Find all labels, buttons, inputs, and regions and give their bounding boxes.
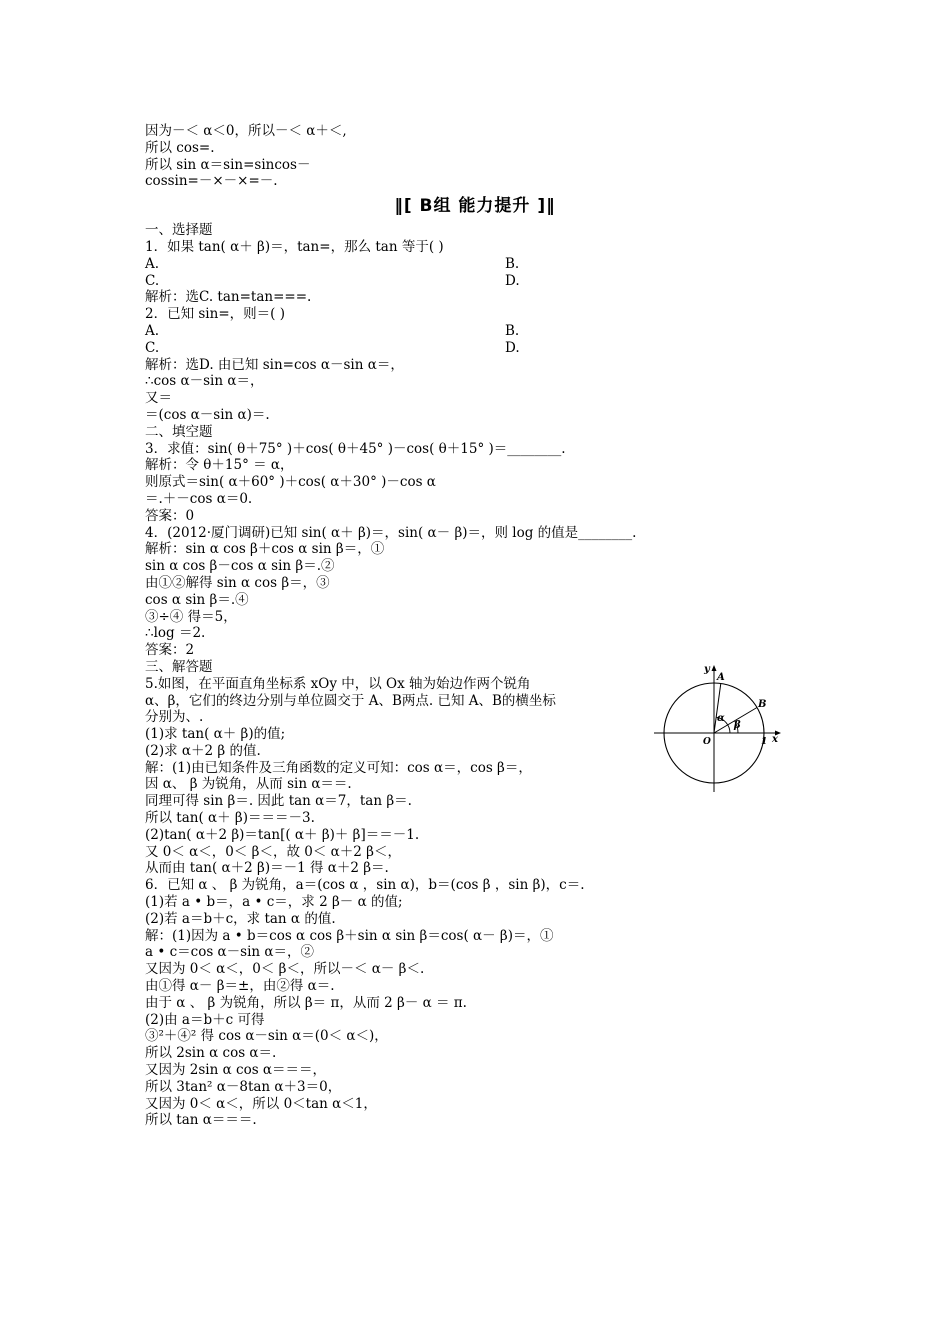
text-line: (2)tan( α＋2 β)＝tan[( α＋ β)＋ β]＝＝－1. [145,826,420,843]
text-line: 又＝ [145,390,172,407]
text-line: 所以 tan( α＋ β)＝＝＝－3. [145,810,315,827]
origin-label: O [703,737,711,747]
unit-circle-figure [650,660,785,795]
option-row [145,273,825,290]
text-line: 4．(2012·厦门调研)已知 sin( α＋ β)＝，sin( α－ β)＝，则 log 的值是________. [145,524,637,541]
text-line: 解析：sin α cos β＋cos α sin β＝，① [145,541,385,558]
y-axis-arrow [712,665,717,671]
text-line: ∴log ＝2. [145,625,206,642]
text-line: 1．如果 tan( α＋ β)＝，tan=，那么 tan 等于( ) [145,238,444,255]
text-line: cossin=－×－×=－. [145,173,278,190]
text-line: 则原式＝sin( α＋60° )＋cos( α＋30° )－cos α [145,474,436,491]
text-line: 解析：令 θ＋15° ＝ α， [145,457,294,474]
text-line: sin α cos β－cos α sin β＝.② [145,558,335,575]
text-line: ③²＋④² 得 cos α－sin α＝(0＜ α＜)， [145,1028,388,1045]
point-b-label: B [758,699,767,710]
text-line: 5.如图，在平面直角坐标系 xOy 中，以 Ox 轴为始边作两个锐角 [145,675,531,692]
text-line: (2)由 a＝b＋c 可得 [145,1011,265,1028]
text-line: 所以 cos=. [145,139,215,156]
text-line: 2．已知 sin=，则＝( ) [145,306,285,323]
text-line: 6．已知 α 、 β 为锐角，a＝(cos α ，sin α)，b＝(cos β ，sin β)，c＝. [145,877,585,894]
option-row [145,340,825,357]
text-line: 由①②解得 sin α cos β＝，③ [145,574,330,591]
text-line: 同理可得 sin β＝. 因此 tan α＝7，tan β＝. [145,793,412,810]
text-line: 所以 2sin α cos α＝. [145,1045,277,1062]
text-line: 由①得 α－ β＝±，由②得 α＝. [145,978,335,995]
option-b: B. [505,255,520,272]
option-c: C. [145,339,160,356]
text-line: 因 α、 β 为锐角，从而 sin α＝＝. [145,776,352,793]
text-line: a • c＝cos α－sin α＝，② [145,944,315,961]
text-line: 二、填空题 [145,423,213,440]
solution-block [145,357,825,676]
text-line: (1)若 a • b＝，a • c＝，求 2 β－ α 的值; [145,894,403,911]
y-axis-label: y [704,664,710,675]
text-line: 答案：2 [145,642,195,659]
text-line: 由于 α 、 β 为锐角，所以 β＝ π，从而 2 β－ α ＝ π. [145,994,467,1011]
text-line: 解析：选D. 由已知 sin=cos α－sin α＝， [145,356,404,373]
text-line: 三、解答题 [145,658,213,675]
text-line: 从而由 tan( α＋2 β)＝－1 得 α＋2 β＝. [145,860,389,877]
text-line: 所以 sin α＝sin=sincos－ [145,156,311,173]
text-line: ∴cos α－sin α＝， [145,373,264,390]
section-header: ‖[ B组 能力提升 ]‖ [394,196,556,217]
text-line: ＝(cos α－sin α)＝. [145,406,270,423]
option-a: A. [145,255,160,272]
text-line: (2)求 α＋2 β 的值. [145,742,261,759]
text-line: 答案：0 [145,507,195,524]
text-line: 解析：选C. tan=tan===. [145,289,312,306]
text-line: 又 0＜ α＜，0＜ β＜，故 0＜ α＋2 β＜， [145,843,401,860]
text-line: 解：(1)因为 a • b＝cos α cos β＋sin α sin β＝cos( α－ β)＝，① [145,927,554,944]
text-line: 所以 tan α＝＝＝. [145,1112,257,1129]
option-a: A. [145,322,160,339]
text-line: 又因为 2sin α cos α＝＝＝， [145,1062,327,1079]
option-b: B. [505,322,520,339]
option-row [145,323,825,340]
text-line: cos α sin β＝.④ [145,591,249,608]
text-line: 一、选择题 [145,222,213,239]
ray-oa [714,684,721,734]
top-lines [145,123,825,190]
text-line: (1)求 tan( α＋ β)的值; [145,726,286,743]
document-page [145,123,825,1129]
option-d: D. [505,272,520,289]
text-line: 解：(1)由已知条件及三角函数的定义可知：cos α＝，cos β＝， [145,759,532,776]
option-c: C. [145,272,160,289]
text-line: ＝.＋－cos α＝0. [145,490,253,507]
text-line: 所以 3tan² α－8tan α＋3＝0， [145,1078,342,1095]
solution-block [145,760,825,1130]
alpha-label: α [717,713,725,724]
text-line: (2)若 a＝b＋c，求 tan α 的值. [145,910,336,927]
text-line: 又因为 0＜ α＜，0＜ β＜，所以－＜ α－ β＜. [145,961,425,978]
text-line: 因为－＜ α＜0，所以－＜ α＋＜, [145,123,347,139]
x-axis-label: x [772,734,778,745]
text-line: ③÷④ 得＝5， [145,608,237,625]
text-line: α、β，它们的终边分别与单位圆交于 A、B两点. 已知 A、B的横坐标 [145,692,556,709]
option-row [145,256,825,273]
option-d: D. [505,339,520,356]
text-line: 又因为 0＜ α＜，所以 0＜tan α＜1， [145,1095,377,1112]
text-line: 分别为、. [145,709,204,726]
text-line: 3．求值：sin( θ＋75° )＋cos( θ＋45° )－cos( θ＋15° )＝________. [145,440,566,457]
one-label: 1 [761,737,768,747]
point-a-label: A [717,672,725,683]
beta-label: β [734,720,741,731]
